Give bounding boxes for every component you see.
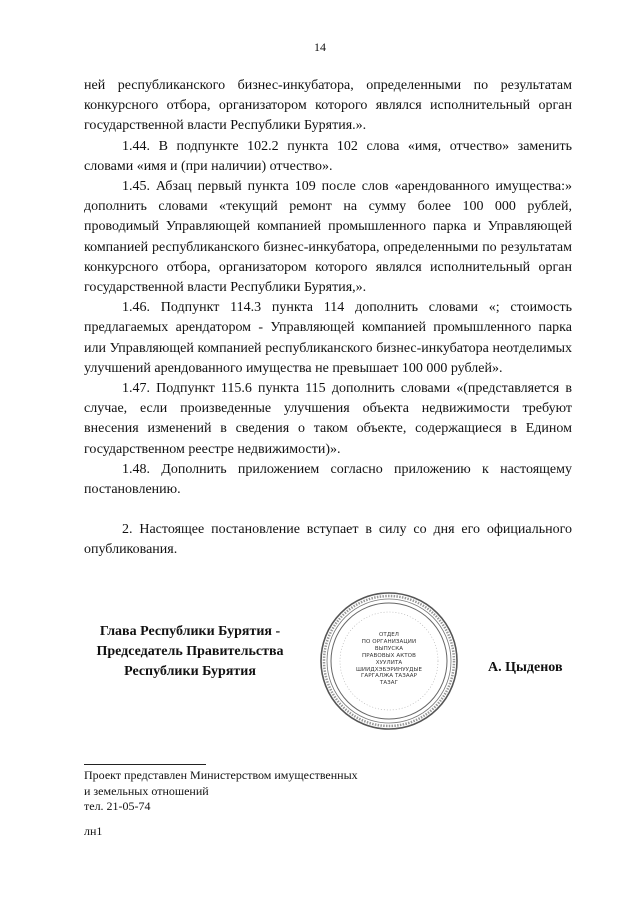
signature-title [80, 622, 300, 682]
signatory-name: А. Цыденов [488, 660, 563, 675]
signature-title-line: Республики Бурятия [124, 664, 256, 679]
footnote-line: и земельных отношений [84, 783, 209, 798]
footnote-divider [84, 764, 206, 765]
footnote-line: Проект представлен Министерством имущественных [84, 768, 358, 782]
paragraph-2: 2. Настоящее постановление вступает в силу со дня его официального опубликования. [84, 522, 572, 558]
page-number: 14 [314, 40, 326, 54]
paragraph-1-44: 1.44. В подпункте 102.2 пункта 102 слова «имя, отчество» заменить словами «имя и (при наличии) отчество». [84, 138, 572, 174]
seal-inscription: ОТДЕЛ ПО ОРГАНИЗАЦИИ ВЫПУСКА ПРАВОВЫХ АКТОВ ХУУЛИТА ШИИДХЭБЭРИНУУДЫЕ ГАРГАЛЖА ТАЗААР ТАЗАГ [355, 632, 423, 687]
document-body [84, 76, 572, 561]
footnote-line: тел. 21-05-74 [84, 799, 151, 813]
paragraph-continuation: ней республиканского бизнес-инкубатора, определенными по результатам конкурсного отбора, организатором которого являлся исполнительный орган государственной власти Республики Бурятия.». [84, 78, 572, 134]
footnote [84, 768, 404, 815]
paragraph-1-47: 1.47. Подпункт 115.6 пункта 115 дополнить словами «(представляется в случае, если произведенные улучшения объекта недвижимости требуют внесения изменений в сведения о таком объекте, содержащиеся в Едином государственном реестре недвижимости)». [84, 381, 572, 457]
signature-title-line: Председатель Правительства [96, 644, 284, 659]
paragraph-1-48: 1.48. Дополнить приложением согласно приложению к настоящему постановлению. [84, 461, 572, 498]
paragraph-1-45: 1.45. Абзац первый пункта 109 после слов «арендованного имущества:» дополнить словами «текущий ремонт на сумму более 100 000 рублей, проводимый Управляющей компанией промышленного парка и Управляющей компанией республиканского бизнес-инкубатора, определенными по результатам конкурсного отбора, организатором которого являлся исполнительный орган государственной власти Республики Бурятия,». [84, 179, 572, 296]
document-code: лн1 [84, 824, 103, 838]
paragraph-1-46: 1.46. Подпункт 114.3 пункта 114 дополнить словами «; стоимость предлагаемых арендатором - Управляющей компанией промышленного парка или Управляющей компанией республиканского бизнес-инкубатора неотделимых улучшений арендованного имущества не превышает 100 000 рублей». [84, 300, 572, 376]
signature-title-line: Глава Республики Бурятия - [99, 624, 281, 639]
